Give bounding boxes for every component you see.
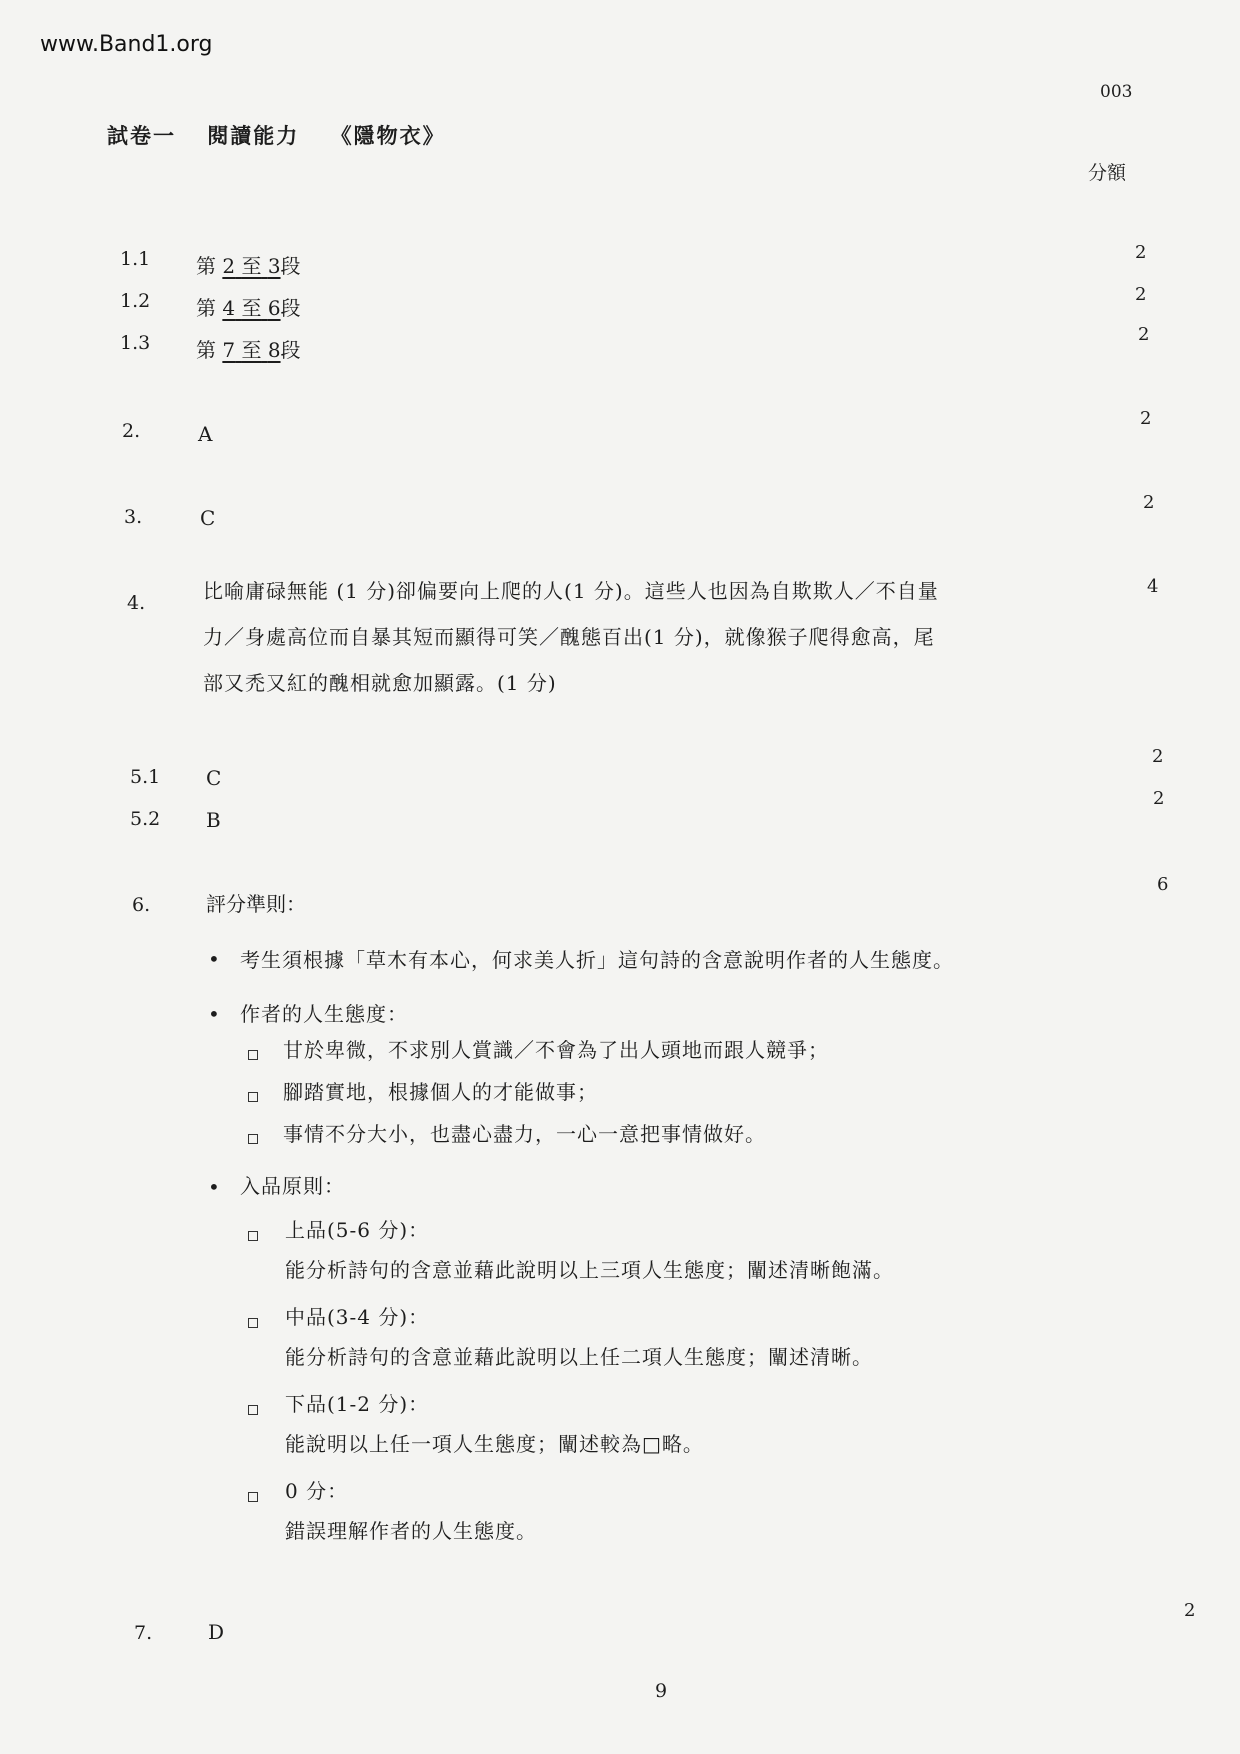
question-number: 3.: [124, 506, 143, 528]
page-code: 003: [1100, 82, 1133, 102]
page-title: [107, 120, 468, 150]
answer-text: C: [200, 506, 216, 530]
attitude-item: 腳踏實地，根據個人的才能做事；: [283, 1080, 598, 1104]
answer-paragraph: [203, 568, 1083, 706]
square-bullet-icon: [248, 1045, 258, 1064]
criteria-text: 作者的人生態度：: [240, 1002, 408, 1026]
square-bullet-icon: [248, 1313, 258, 1332]
criteria-heading: 評分準則：: [206, 892, 306, 916]
grade-label: 0 分：: [285, 1479, 349, 1503]
question-number: 1.2: [120, 290, 151, 312]
paper-label: 試卷一: [107, 123, 176, 148]
criteria-text: 入品原則：: [240, 1174, 345, 1198]
paragraph-line: 力／身處高位而自暴其短而顯得可笑／醜態百出(1 分)，就像猴子爬得愈高，尾: [203, 625, 935, 649]
question-number: 4.: [127, 592, 146, 614]
paragraph-line: 部又禿又紅的醜相就愈加顯露。(1 分): [203, 671, 557, 695]
answer-text: 第 4 至 6段: [196, 296, 301, 320]
attitude-item: 事情不分大小，也盡心盡力，一心一意把事情做好。: [283, 1122, 766, 1146]
square-bullet-icon: [248, 1400, 258, 1419]
question-number: 1.3: [120, 332, 151, 354]
question-number: 6.: [132, 894, 151, 916]
site-watermark: www.Band1.org: [40, 32, 213, 57]
section-label: 閱讀能力: [207, 123, 300, 148]
question-number: 2.: [122, 420, 141, 442]
score-value: 2: [1152, 746, 1164, 767]
grade-desc: 能分析詩句的含意並藉此說明以上三項人生態度；闡述清晰飽滿。: [285, 1258, 894, 1282]
passage-label: 《隱物衣》: [330, 123, 446, 148]
bullet-dot: •: [208, 947, 220, 971]
square-bullet-icon: [248, 1226, 258, 1245]
criteria-text: 考生須根據「草木有本心，何求美人折」這句詩的含意說明作者的人生態度。: [240, 948, 954, 972]
grade-desc: 能分析詩句的含意並藉此說明以上任二項人生態度；闡述清晰。: [285, 1345, 873, 1369]
score-column-header: 分額: [1088, 162, 1127, 184]
question-number: 1.1: [120, 248, 151, 270]
score-value: 2: [1135, 284, 1147, 305]
grade-desc: 錯誤理解作者的人生態度。: [285, 1519, 537, 1543]
attitude-item: 甘於卑微，不求別人賞識／不會為了出人頭地而跟人競爭；: [283, 1038, 829, 1062]
grade-label: 上品(5-6 分)：: [285, 1218, 430, 1242]
score-value: 2: [1135, 242, 1147, 263]
score-value: 6: [1157, 874, 1169, 895]
grade-label: 下品(1-2 分)：: [285, 1392, 430, 1416]
score-value: 2: [1138, 324, 1150, 345]
question-number: 5.1: [130, 766, 161, 788]
paragraph-line: 比喻庸碌無能 (1 分)卻偏要向上爬的人(1 分)。這些人也因為自欺欺人／不自量: [203, 579, 939, 603]
score-value: 4: [1147, 576, 1159, 597]
page-number: 9: [655, 1680, 668, 1702]
answer-text: B: [206, 808, 221, 832]
answer-text: 第 2 至 3段: [196, 254, 301, 278]
answer-text: 第 7 至 8段: [196, 338, 301, 362]
score-value: 2: [1153, 788, 1165, 809]
bullet-dot: •: [208, 1002, 220, 1026]
square-bullet-icon: [248, 1487, 258, 1506]
answer-text: C: [206, 766, 222, 790]
score-value: 2: [1143, 492, 1155, 513]
grade-label: 中品(3-4 分)：: [285, 1305, 430, 1329]
question-number: 5.2: [130, 808, 161, 830]
grade-desc: 能說明以上任一項人生態度；闡述較為□略。: [285, 1432, 704, 1456]
score-value: 2: [1184, 1600, 1196, 1621]
bullet-dot: •: [208, 1175, 220, 1199]
question-number: 7.: [134, 1622, 153, 1644]
score-value: 2: [1140, 408, 1152, 429]
answer-text: A: [198, 422, 213, 446]
square-bullet-icon: [248, 1087, 258, 1106]
answer-text: D: [208, 1620, 225, 1644]
square-bullet-icon: [248, 1129, 258, 1148]
